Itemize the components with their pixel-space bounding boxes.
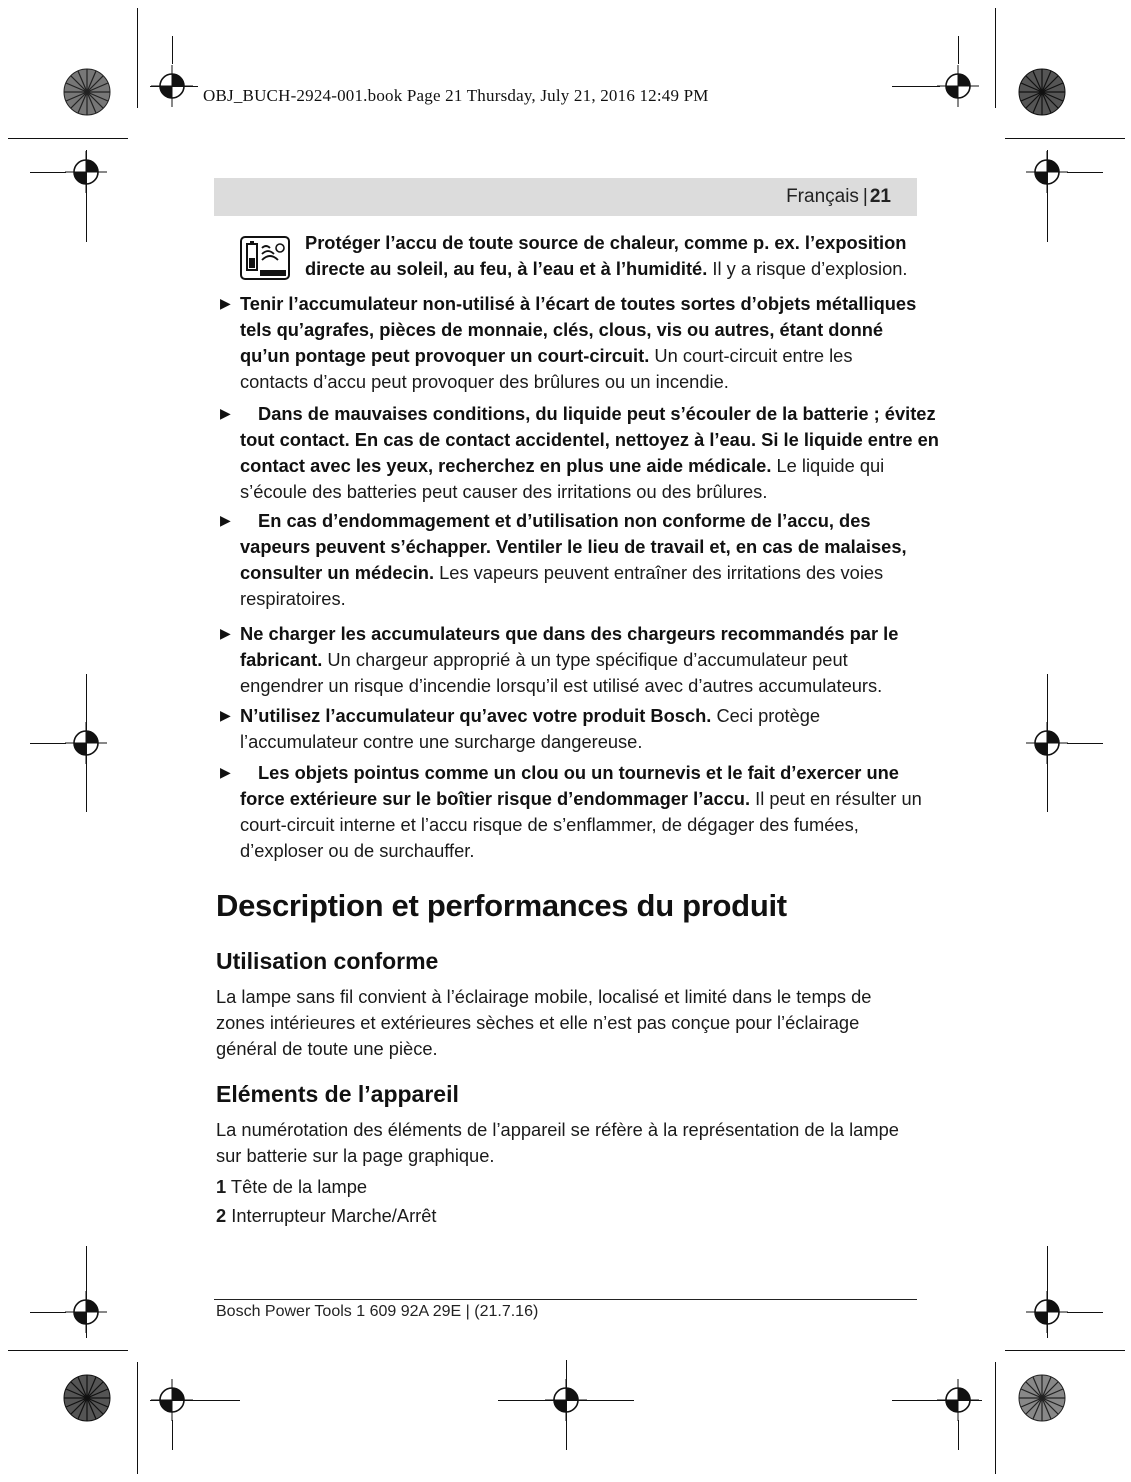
safety-warning-1: Protéger l’accu de toute source de chaleur, comme p. ex. l’exposition directe au soleil, au feu, à l’eau et à l’humidité. Il y a risque d’explosion.: [305, 232, 908, 279]
safety-warning-2: Tenir l’accumulateur non-utilisé à l’écart de toutes sortes d’objets métalliques tels qu’agrafes, pièces de monnaie, clés, clous, vis ou autres, étant donné qu’un pontage peut provoquer un court-circuit. Un court-circuit entre les contacts d’accu peut provoquer des brûlures ou un incendie.: [240, 293, 917, 392]
book-slug-line: OBJ_BUCH-2924-001.book Page 21 Thursday, July 21, 2016 12:49 PM: [203, 86, 709, 105]
registration-mark-icon: [151, 1379, 193, 1421]
registration-mark-icon: [1026, 722, 1068, 764]
bullet-triangle-icon: ▶: [220, 707, 231, 723]
registration-mark-icon: [65, 722, 107, 764]
elements-text: La numérotation des éléments de l’appareil se réfère à la représentation de la lampe sur batterie sur la page graphique.: [216, 1119, 899, 1166]
elements-heading: Eléments de l’appareil: [216, 1081, 459, 1107]
list-item: 2 Interrupteur Marche/Arrêt: [216, 1205, 437, 1226]
bullet-triangle-icon: ▶: [220, 764, 231, 780]
color-star-target-icon: [63, 1374, 111, 1422]
header-label: Français | 21: [786, 186, 891, 207]
safety-warning-6: N’utilisez l’accumulateur qu’avec votre produit Bosch. Ceci protège l’accumulateur contre une surcharge dangereuse.: [240, 705, 821, 752]
registration-mark-icon: [65, 151, 107, 193]
footer-divider: [214, 1299, 917, 1300]
header-language: Français: [786, 186, 859, 207]
running-header: [214, 178, 917, 216]
bullet-triangle-icon: ▶: [220, 512, 231, 528]
footer-text: Bosch Power Tools 1 609 92A 29E | (21.7.16): [216, 1303, 539, 1320]
bullet-triangle-icon: ▶: [220, 405, 231, 421]
registration-mark-icon: [1026, 151, 1068, 193]
safety-warning-4: En cas d’endommagement et d’utilisation non conforme de l’accu, des vapeurs peuvent s’échapper. Ventiler le lieu de travail et, en cas de malaises, consulter un médecin. Les vapeurs peuvent entraîner des irritations des voies respiratoires.: [240, 510, 907, 609]
bullet-triangle-icon: ▶: [220, 295, 231, 311]
registration-mark-icon: [65, 1291, 107, 1333]
battery-heat-warning-icon: [240, 236, 290, 280]
registration-mark-icon: [937, 65, 979, 107]
safety-warning-7: Les objets pointus comme un clou ou un tournevis et le fait d’exercer une force extérieure sur le boîtier risque d’endommager l’accu. Il peut en résulter un court-circuit interne et l’accu risque de s’enflammer, de dégager des fumées, d’exploser ou de surchauffer.: [240, 762, 922, 861]
safety-warning-3: Dans de mauvaises conditions, du liquide peut s’écouler de la batterie ; évitez tout contact. En cas de contact accidentel, nettoyez à l’eau. Si le liquide entre en contact avec les yeux, recherchez en plus une aide médicale. Le liquide qui s’écoule des batteries peut causer des irritations ou des brûlures.: [240, 403, 939, 502]
registration-mark-icon: [937, 1379, 979, 1421]
color-star-target-icon: [1018, 1374, 1066, 1422]
section-title: Description et performances du produit: [216, 888, 787, 923]
page-number: 21: [869, 186, 891, 207]
registration-mark-icon: [151, 65, 193, 107]
color-star-target-icon: [63, 68, 111, 116]
color-star-target-icon: [1018, 68, 1066, 116]
usage-heading: Utilisation conforme: [216, 948, 439, 974]
bullet-triangle-icon: ▶: [220, 625, 231, 641]
safety-warning-5: Ne charger les accumulateurs que dans des chargeurs recommandés par le fabricant. Un chargeur approprié à un type spécifique d’accumulateur peut engendrer un risque d’incendie lorsqu’il est utilisé avec d’autres accumulateurs.: [240, 623, 899, 696]
registration-mark-icon: [545, 1379, 587, 1421]
usage-text: La lampe sans fil convient à l’éclairage mobile, localisé et limité dans le temps de zones intérieures et extérieures sèches et elle n’est pas conçue pour l’éclairage général de toute une pièce.: [216, 986, 872, 1059]
list-item: 1 Tête de la lampe: [216, 1176, 368, 1197]
registration-mark-icon: [1026, 1291, 1068, 1333]
